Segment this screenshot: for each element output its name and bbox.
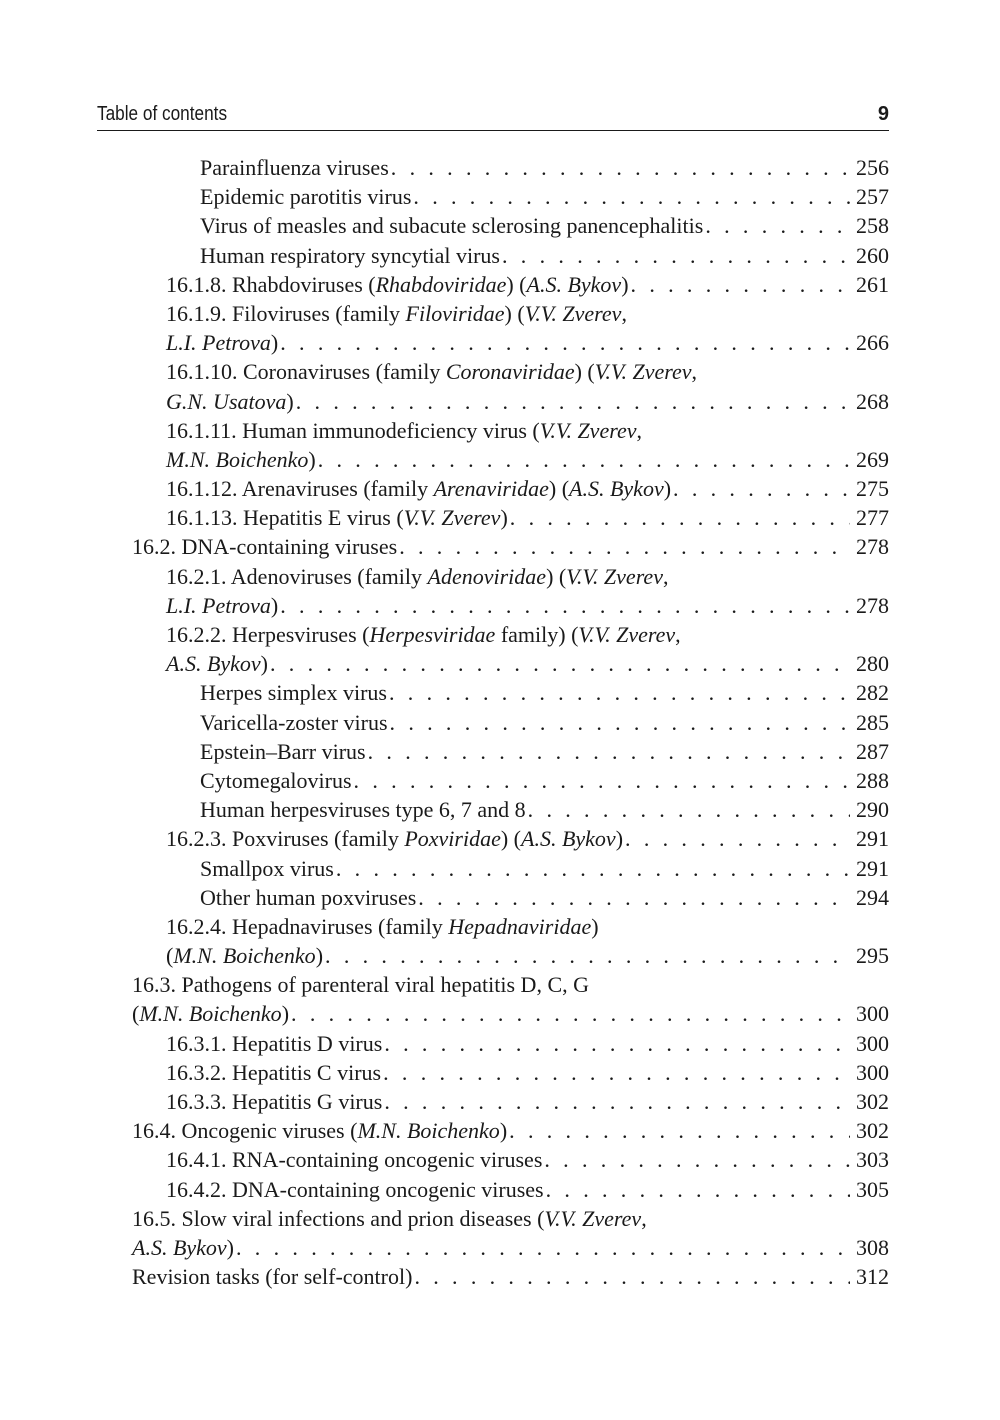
dot-leader bbox=[399, 532, 850, 561]
toc-entry-varicella[interactable]: Varicella-zoster virus . . . 285 bbox=[132, 708, 889, 737]
toc-entry-16-1-10-cont[interactable]: G.N. Usatova) . . . 268 bbox=[132, 387, 889, 416]
dot-leader bbox=[280, 328, 850, 357]
toc-entry-revision-tasks[interactable]: Revision tasks (for self-control) . . . 312 bbox=[132, 1262, 889, 1291]
toc-entry-16-1-12[interactable]: 16.1.12. Arenaviruses (family Arenaviridae) (A.S. Bykov) . . . 275 bbox=[132, 474, 889, 503]
dot-leader bbox=[336, 854, 850, 883]
toc-entry-16-1-11-cont[interactable]: M.N. Boichenko) . . . 269 bbox=[132, 445, 889, 474]
toc-entry-16-1-9[interactable]: 16.1.9. Filoviruses (family Filoviridae) (V.V. Zverev, bbox=[166, 300, 627, 326]
toc-entry-other-poxviruses[interactable]: Other human poxviruses . . . 294 bbox=[132, 883, 889, 912]
dot-leader bbox=[510, 503, 850, 532]
toc-entry-16-2-1[interactable]: 16.2.1. Adenoviruses (family Adenoviridae) (V.V. Zverev, bbox=[166, 563, 669, 589]
toc-entry-16-1-9-cont[interactable]: L.I. Petrova) . . . 266 bbox=[132, 328, 889, 357]
toc-entry-hhv-6-7-8[interactable]: Human herpesviruses type 6, 7 and 8 . . . 290 bbox=[132, 795, 889, 824]
toc-entry-16-4-2[interactable]: 16.4.2. DNA-containing oncogenic viruses . . . 305 bbox=[132, 1175, 889, 1204]
toc-entry-parainfluenza[interactable]: Parainfluenza viruses . . . 256 bbox=[132, 153, 889, 182]
header-title: Table of contents bbox=[97, 103, 228, 125]
dot-leader bbox=[296, 387, 850, 416]
toc-entry-16-1-8[interactable]: 16.1.8. Rhabdoviruses (Rhabdoviridae) (A.S. Bykov) . . . 261 bbox=[132, 270, 889, 299]
dot-leader bbox=[631, 270, 850, 299]
dot-leader bbox=[368, 737, 850, 766]
dot-leader bbox=[383, 1058, 850, 1087]
toc-entry-16-5-cont[interactable]: A.S. Bykov) . . . 308 bbox=[132, 1233, 889, 1262]
toc-entry-parotitis[interactable]: Epidemic parotitis virus . . . 257 bbox=[132, 182, 889, 211]
toc-entry-16-3-cont[interactable]: (M.N. Boichenko) . . . 300 bbox=[132, 999, 889, 1028]
toc-entry-16-3[interactable]: 16.3. Pathogens of parenteral viral hepatitis D, C, G bbox=[132, 972, 590, 998]
dot-leader bbox=[389, 678, 850, 707]
toc-entry-16-3-2[interactable]: 16.3.2. Hepatitis C virus . . . 300 bbox=[132, 1058, 889, 1087]
toc-entry-16-3-3[interactable]: 16.3.3. Hepatitis G virus . . . 302 bbox=[132, 1087, 889, 1116]
dot-leader bbox=[546, 1175, 850, 1204]
dot-leader bbox=[280, 591, 850, 620]
running-header bbox=[97, 100, 889, 131]
toc-entry-16-2[interactable]: 16.2. DNA-containing viruses . . . 278 bbox=[132, 532, 889, 561]
page-number: 9 bbox=[877, 103, 889, 125]
dot-leader bbox=[418, 883, 850, 912]
dot-leader bbox=[414, 1262, 850, 1291]
toc-entry-16-2-1-cont[interactable]: L.I. Petrova) . . . 278 bbox=[132, 591, 889, 620]
dot-leader bbox=[236, 1233, 850, 1262]
dot-leader bbox=[318, 445, 850, 474]
dot-leader bbox=[502, 241, 850, 270]
table-of-contents bbox=[132, 153, 889, 1291]
dot-leader bbox=[391, 153, 850, 182]
toc-entry-16-2-4[interactable]: 16.2.4. Hepadnaviruses (family Hepadnaviridae) bbox=[166, 913, 599, 939]
toc-entry-16-2-3[interactable]: 16.2.3. Poxviruses (family Poxviridae) (A.S. Bykov) . . . 291 bbox=[132, 824, 889, 853]
toc-entry-16-2-2-cont[interactable]: A.S. Bykov) . . . 280 bbox=[132, 649, 889, 678]
dot-leader bbox=[625, 824, 850, 853]
toc-entry-16-4[interactable]: 16.4. Oncogenic viruses (M.N. Boichenko) . . . 302 bbox=[132, 1116, 889, 1145]
dot-leader bbox=[544, 1145, 850, 1174]
toc-entry-rsv[interactable]: Human respiratory syncytial virus . . . 260 bbox=[132, 241, 889, 270]
toc-entry-16-1-10[interactable]: 16.1.10. Coronaviruses (family Coronaviridae) (V.V. Zverev, bbox=[166, 359, 697, 385]
dot-leader bbox=[325, 941, 850, 970]
dot-leader bbox=[509, 1116, 850, 1145]
toc-entry-measles[interactable]: Virus of measles and subacute sclerosing panencephalitis . . . 258 bbox=[132, 211, 889, 240]
dot-leader bbox=[528, 795, 850, 824]
toc-entry-16-3-1[interactable]: 16.3.1. Hepatitis D virus . . . 300 bbox=[132, 1029, 889, 1058]
toc-entry-16-2-4-cont[interactable]: (M.N. Boichenko) . . . 295 bbox=[132, 941, 889, 970]
dot-leader bbox=[413, 182, 850, 211]
toc-entry-cytomegalovirus[interactable]: Cytomegalovirus . . . 288 bbox=[132, 766, 889, 795]
toc-entry-16-5[interactable]: 16.5. Slow viral infections and prion diseases (V.V. Zverev, bbox=[132, 1205, 647, 1231]
dot-leader bbox=[354, 766, 850, 795]
toc-entry-herpes-simplex[interactable]: Herpes simplex virus . . . 282 bbox=[132, 678, 889, 707]
toc-entry-16-4-1[interactable]: 16.4.1. RNA-containing oncogenic viruses . . . 303 bbox=[132, 1145, 889, 1174]
toc-entry-smallpox[interactable]: Smallpox virus . . . 291 bbox=[132, 854, 889, 883]
toc-entry-16-1-11[interactable]: 16.1.11. Human immunodeficiency virus (V.V. Zverev, bbox=[166, 417, 642, 443]
dot-leader bbox=[384, 1029, 850, 1058]
toc-entry-16-2-2[interactable]: 16.2.2. Herpesviruses (Herpesviridae family) (V.V. Zverev, bbox=[166, 622, 681, 647]
dot-leader bbox=[673, 474, 850, 503]
dot-leader bbox=[384, 1087, 850, 1116]
toc-entry-epstein-barr[interactable]: Epstein–Barr virus . . . 287 bbox=[132, 737, 889, 766]
dot-leader bbox=[705, 211, 850, 240]
dot-leader bbox=[270, 649, 850, 678]
dot-leader bbox=[390, 708, 850, 737]
toc-entry-16-1-13[interactable]: 16.1.13. Hepatitis E virus (V.V. Zverev) . . . 277 bbox=[132, 503, 889, 532]
dot-leader bbox=[291, 999, 850, 1028]
